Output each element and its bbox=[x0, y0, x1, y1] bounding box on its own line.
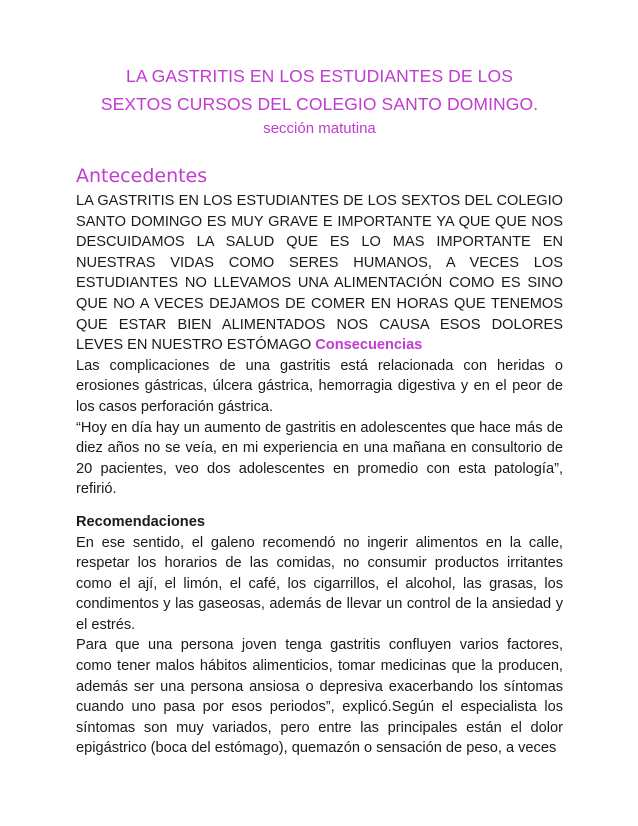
title-line-2: SEXTOS CURSOS DEL COLEGIO SANTO DOMINGO. bbox=[100, 94, 539, 114]
document-page bbox=[76, 62, 563, 759]
antecedentes-text: LA GASTRITIS EN LOS ESTUDIANTES DE LOS SEXTOS DEL COLEGIO SANTO DOMINGO ES MUY GRAVE E IMPORTANTE YA QUE QUE NOS DESCUIDAMOS LA SALUD QUE ES LO MAS IMPORTANTE EN NUESTRAS VIDAS COMO SERES HUMANOS, A VECES LOS ESTUDIANTES NO LLEVAMOS UNA ALIMENTACIÓN COMO ES SINO QUE NO A VECES DEJAMOS DE COMER EN HORAS QUE TENEMOS QUE ESTAR BIEN ALIMENTADOS NOS CAUSA ESOS DOLORES LEVES EN NUESTRO ESTÓMAGO bbox=[76, 193, 563, 354]
recomendaciones-heading: Recomendaciones bbox=[76, 513, 205, 530]
title-line-1: LA GASTRITIS EN LOS ESTUDIANTES DE LOS bbox=[126, 66, 513, 86]
consecuencias-quote: “Hoy en día hay un aumento de gastritis en adolescentes que hace más de diez años no se veía, en mi experiencia en una mañana en consultorio de 20 pacientes, veo dos adolescentes en promedio con esta patología”, refirió. bbox=[76, 419, 563, 498]
consecuencias-paragraph: Las complicaciones de una gastritis está relacionada con heridas o erosiones gástricas, úlcera gástrica, hemorragia digestiva y en el peor de los casos perforación gástrica. bbox=[76, 357, 563, 415]
antecedentes-paragraph bbox=[76, 191, 563, 356]
consecuencias-heading: Consecuencias bbox=[315, 337, 423, 354]
document-subtitle: sección matutina bbox=[263, 120, 376, 137]
recomendaciones-paragraph: En ese sentido, el galeno recomendó no ingerir alimentos en la calle, respetar los horarios de las comidas, no consumir productos irritantes como el ají, el limón, el café, los cigarrillos, el alcohol, las grasas, los condimentos y las gaseosas, además de llevar un control de la ansiedad y el estrés. bbox=[76, 534, 563, 633]
document-title bbox=[76, 62, 563, 118]
antecedentes-heading: Antecedentes bbox=[76, 165, 208, 187]
factores-paragraph: Para que una persona joven tenga gastritis confluyen varios factores, como tener malos hábitos alimenticios, tomar medicinas que la producen, además ser una persona ansiosa o depresiva exacerbando los síntomas cuando uno pasa por esos periodos”, explicó.Según el especialista los síntomas son muy variados, pero entre las principales están el dolor epigástrico (boca del estómago), quemazón o sensación de peso, a veces bbox=[76, 637, 563, 757]
